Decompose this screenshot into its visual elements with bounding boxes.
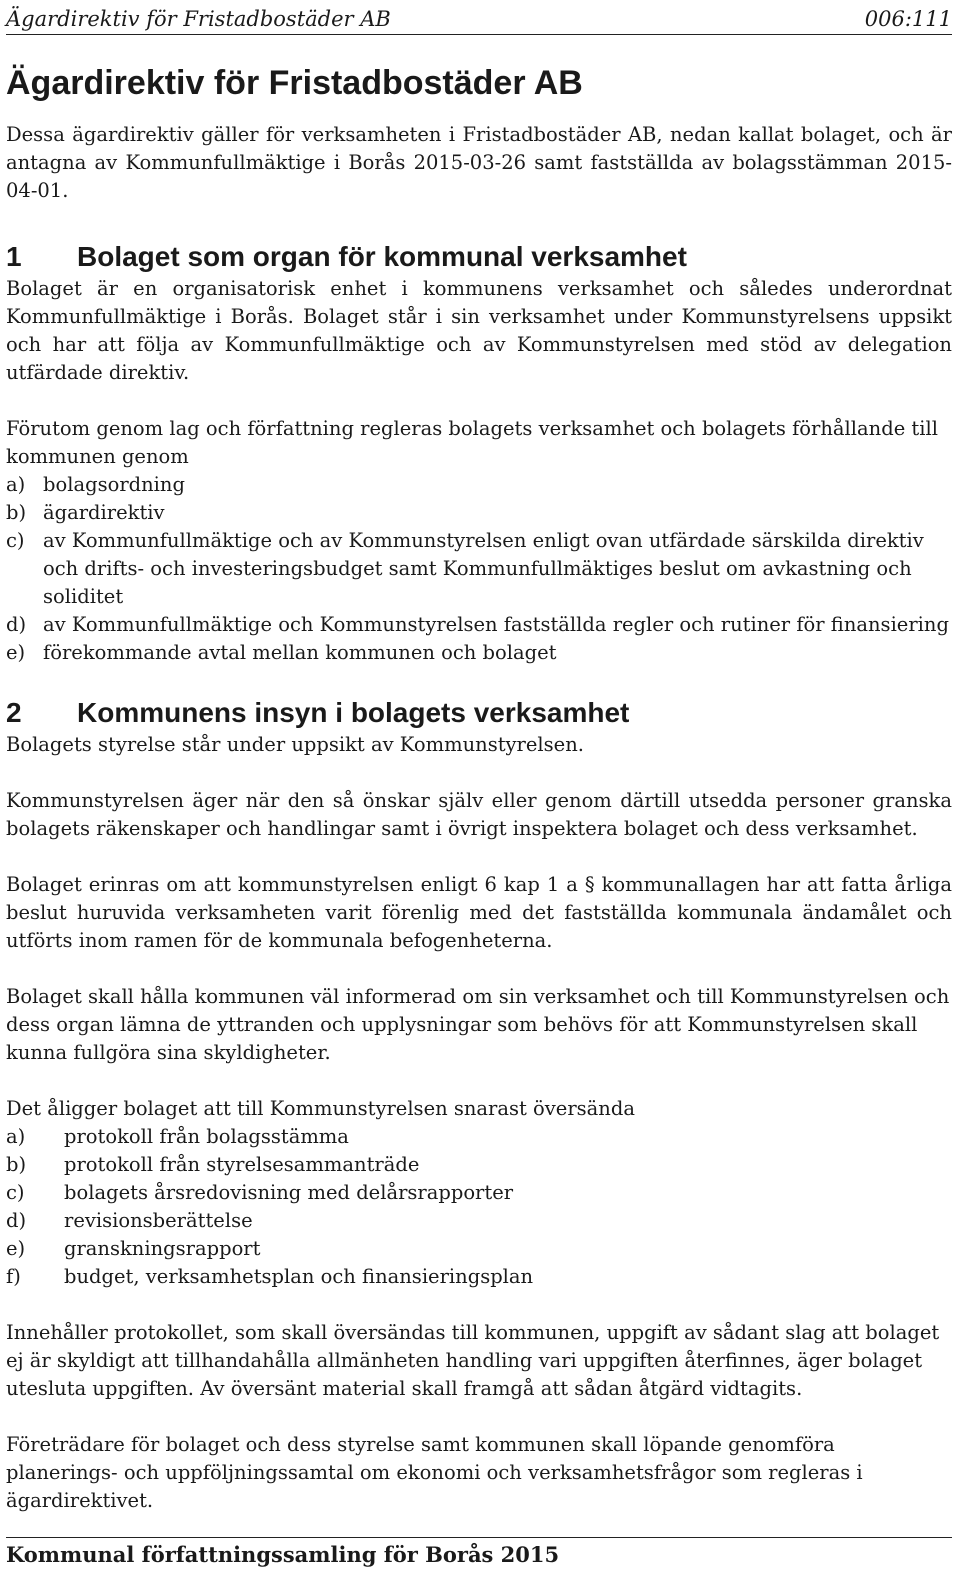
page-footer (6, 1537, 952, 1570)
list-item: c) av Kommunfullmäktige och av Kommunstyrelsen enligt ovan utfärdade särskilda direktiv och drifts- och investeringsbudget samt Kommunfullmäktiges beslut om avkastning och soliditet (6, 529, 924, 608)
section-1-paragraph-1: Bolaget är en organisatorisk enhet i kommunens verksamhet och således underordnat Kommunfullmäktige i Borås. Bolaget står i sin verksamhet under Kommunstyrelsens uppsikt och har att följa av Kommunfullmäktige och av Kommunstyrelsen med stöd av delegation utfärdade direktiv. (6, 277, 952, 384)
list-item: a) protokoll från bolagsstämma (6, 1125, 349, 1148)
list-item: b) ägardirektiv (6, 501, 165, 524)
section-2-heading (6, 695, 952, 731)
section-2-paragraph-4: Bolaget skall hålla kommunen väl informerad om sin verksamhet och till Kommunstyrelsen och dess organ lämna de yttranden och upplysningar som behövs för att Kommunstyrelsen skall kunna fullgöra sina skyldigheter. (6, 985, 950, 1064)
section-2-paragraph-3: Bolaget erinras om att kommunstyrelsen enligt 6 kap 1 a § kommunallagen har att fatta årliga beslut huruvida verksamheten varit förenlig med det fastställda kommunala ändamålet och utförts inom ramen för de kommunala befogenheterna. (6, 873, 952, 952)
document-title: Ägardirektiv för Fristadbostäder AB (6, 64, 583, 102)
list-item: e) förekommande avtal mellan kommunen och bolaget (6, 641, 557, 664)
footer-text: Kommunal författningssamling för Borås 2015 (6, 1542, 560, 1567)
section-2-title: Kommunens insyn i bolagets verksamhet (77, 697, 630, 728)
list-item: d) revisionsberättelse (6, 1209, 253, 1232)
section-2-list (6, 1123, 952, 1291)
running-header (6, 4, 952, 35)
section-2-paragraph-6: Innehåller protokollet, som skall översändas till kommunen, uppgift av sådant slag att bolaget ej är skyldigt att tillhandahålla allmänheten handling vari uppgiften återfinnes, äger bolaget utesluta uppgiften. Av översänt material skall framgå att sådan åtgärd vidtagits. (6, 1321, 940, 1400)
list-item: d) av Kommunfullmäktige och Kommunstyrelsen fastställda regler och rutiner för finansiering (6, 613, 949, 636)
section-2 (6, 695, 952, 1515)
section-2-paragraph-1: Bolagets styrelse står under uppsikt av Kommunstyrelsen. (6, 733, 584, 756)
intro-paragraph: Dessa ägardirektiv gäller för verksamheten i Fristadbostäder AB, nedan kallat bolaget, och är antagna av Kommunfullmäktige i Borås 2015-03-26 samt fastställda av bolagsstämman 2015-04-01. (6, 123, 952, 202)
list-item: e) granskningsrapport (6, 1237, 261, 1260)
section-1-heading (6, 239, 952, 275)
section-2-paragraph-7: Företrädare för bolaget och dess styrelse samt kommunen skall löpande genomföra planerings- och uppföljningssamtal om ekonomi och verksamhetsfrågor som regleras i ägardirektivet. (6, 1433, 863, 1512)
list-item: a) bolagsordning (6, 473, 185, 496)
header-page-number: 006:111 (864, 7, 952, 31)
list-item: c) bolagets årsredovisning med delårsrapporter (6, 1181, 514, 1204)
section-1-title: Bolaget som organ för kommunal verksamhet (77, 241, 687, 272)
header-title: Ägardirektiv för Fristadbostäder AB (6, 7, 391, 31)
section-1-paragraph-2: Förutom genom lag och författning regleras bolagets verksamhet och bolagets förhållande till kommunen genom (6, 417, 938, 468)
document-body (6, 55, 952, 1515)
section-2-paragraph-2: Kommunstyrelsen äger när den så önskar själv eller genom därtill utsedda personer granska bolagets räkenskaper och handlingar samt i övrigt inspektera bolaget och dess verksamhet. (6, 789, 952, 840)
list-item: b) protokoll från styrelsesammanträde (6, 1153, 420, 1176)
section-1 (6, 239, 952, 667)
section-2-number: 2 (6, 697, 22, 728)
section-1-number: 1 (6, 241, 22, 272)
list-item: f) budget, verksamhetsplan och finansieringsplan (6, 1265, 534, 1288)
section-2-paragraph-5: Det åligger bolaget att till Kommunstyrelsen snarast översända (6, 1097, 635, 1120)
section-1-list (6, 471, 952, 667)
